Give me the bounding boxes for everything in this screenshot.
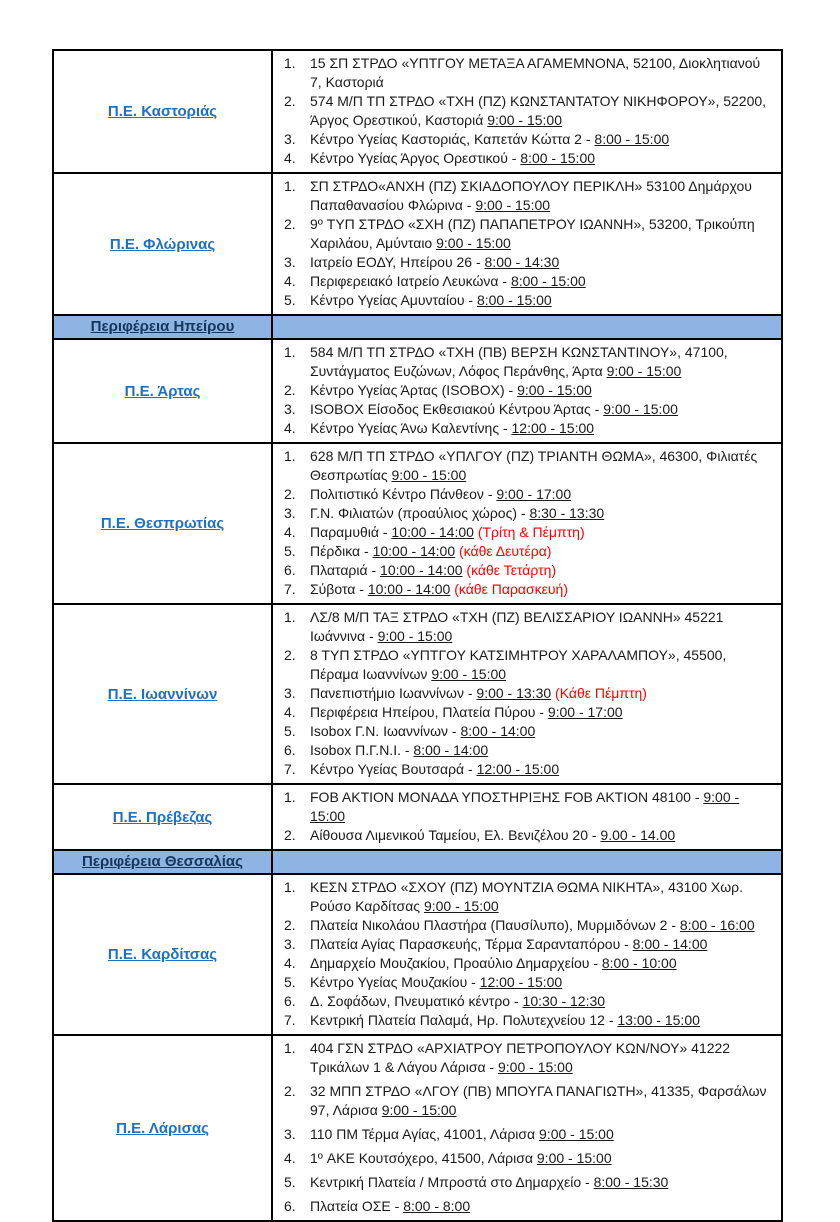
location-name-text: Κέντρο Υγείας Άργος Ορεστικού - xyxy=(310,150,521,166)
hours-text: 9:00 - 15:00 xyxy=(377,628,453,644)
location-item xyxy=(279,741,775,760)
hours-text: 8:00 - 16:00 xyxy=(679,917,755,933)
region-row xyxy=(54,1034,781,1220)
location-text xyxy=(310,54,775,92)
location-text xyxy=(310,381,775,400)
location-item xyxy=(279,1197,775,1216)
region-row xyxy=(54,783,781,849)
location-item xyxy=(279,149,775,168)
region-link[interactable]: Π.Ε. Ιωαννίνων xyxy=(107,685,218,703)
location-text xyxy=(310,878,775,916)
label-cell xyxy=(54,174,273,314)
hours-text: 8:00 - 14:00 xyxy=(413,742,489,758)
location-text xyxy=(310,149,775,168)
item-number: 2. xyxy=(284,827,296,843)
location-text xyxy=(310,973,775,992)
label-cell xyxy=(54,316,273,338)
hours-text: 9:00 - 15:00 xyxy=(498,1059,573,1075)
hours-text: 10:00 - 14:00 xyxy=(372,543,456,559)
location-name-text: Σύβοτα - xyxy=(310,581,368,597)
region-row xyxy=(54,873,781,1034)
location-text xyxy=(310,992,775,1011)
item-number: 4. xyxy=(284,273,296,289)
hours-text: 8:00 - 15:00 xyxy=(510,273,586,289)
hours-text: 9:00 - 15:00 xyxy=(606,363,682,379)
day-note-text: (κάθε Τετάρτη) xyxy=(462,562,557,578)
label-cell xyxy=(54,785,273,849)
location-text xyxy=(310,608,775,646)
location-text xyxy=(310,1082,775,1120)
item-number: 4. xyxy=(284,150,296,166)
locations-cell xyxy=(273,51,781,172)
hours-text: 9:00 - 17:00 xyxy=(496,486,572,502)
hours-text: 9:00 - 15:00 xyxy=(539,1126,614,1142)
location-item xyxy=(279,400,775,419)
location-item xyxy=(279,703,775,722)
location-text xyxy=(310,419,775,438)
locations-cell xyxy=(273,444,781,603)
item-number: 1. xyxy=(284,879,296,895)
location-item xyxy=(279,1039,775,1077)
location-item xyxy=(279,935,775,954)
item-number: 2. xyxy=(284,382,296,398)
region-link[interactable]: Π.Ε. Φλώρινας xyxy=(109,235,216,253)
item-number: 2. xyxy=(284,93,296,109)
item-number: 1. xyxy=(284,344,296,360)
location-text xyxy=(310,703,775,722)
label-cell xyxy=(54,51,273,172)
location-name-text: FOB AKTION ΜΟΝΑΔΑ ΥΠΟΣΤΗΡΙΞΗΣ FOB AKTION 48100 - xyxy=(310,789,704,805)
item-number: 6. xyxy=(284,562,296,578)
location-item xyxy=(279,130,775,149)
day-note-text: (Τρίτη & Πέμπτη) xyxy=(473,524,585,540)
region-link[interactable]: Π.Ε. Άρτας xyxy=(124,382,201,400)
location-name-text: 8 ΤΥΠ ΣΤΡΔΟ «ΥΠΤΓΟΥ ΚΑΤΣΙΜΗΤΡΟΥ ΧΑΡΑΛΑΜΠΟΥ», 45500, Πέραμα Ιωαννίνων xyxy=(310,647,727,682)
location-item xyxy=(279,826,775,845)
section-title: Περιφέρεια Ηπείρου xyxy=(90,318,235,335)
location-item xyxy=(279,992,775,1011)
location-item xyxy=(279,608,775,646)
item-number: 3. xyxy=(284,685,296,701)
region-row xyxy=(54,172,781,314)
item-number: 5. xyxy=(284,974,296,990)
location-name-text: Κέντρο Υγείας Άρτας (ISOBOX) - xyxy=(310,382,518,398)
location-item xyxy=(279,646,775,684)
item-number: 6. xyxy=(284,1198,296,1214)
hours-text: 9.00 - 14.00 xyxy=(600,827,676,843)
item-number: 6. xyxy=(284,993,296,1009)
schedule-table xyxy=(52,49,783,1222)
hours-text: 8:00 - 10:00 xyxy=(601,955,677,971)
hours-text: 9:00 - 15:00 xyxy=(603,401,678,417)
item-number: 3. xyxy=(284,936,296,952)
location-name-text: Ιατρείο ΕΟΔΥ, Ηπείρου 26 - xyxy=(310,254,485,270)
hours-text: 8:00 - 14:30 xyxy=(484,254,560,270)
location-text xyxy=(310,722,775,741)
location-item xyxy=(279,1173,775,1192)
location-name-text: 9º ΤΥΠ ΣΤΡΔΟ «ΣΧΗ (ΠΖ) ΠΑΠΑΠΕΤΡΟΥ ΙΩΑΝΝΗ», 53200, Τρικούπη Χαριλάου, Αμύνταιο xyxy=(310,216,755,251)
location-text xyxy=(310,1039,775,1077)
location-name-text: Πλαταριά - xyxy=(310,562,381,578)
location-item xyxy=(279,291,775,310)
location-name-text: Αίθουσα Λιμενικού Ταμείου, Ελ. Βενιζέλου 20 - xyxy=(310,827,601,843)
item-number: 6. xyxy=(284,742,296,758)
location-text xyxy=(310,215,775,253)
hours-text: 10:00 - 14:00 xyxy=(391,524,474,540)
location-item xyxy=(279,954,775,973)
day-note-text: (κάθε Παρασκευή) xyxy=(450,581,568,597)
location-name-text: 32 ΜΠΠ ΣΤΡΔΟ «ΛΓΟΥ (ΠΒ) ΜΠΟΥΓΑ ΠΑΝΑΓΙΩΤΗ», 41335, Φαρσάλων 97, Λάρισα xyxy=(310,1083,767,1118)
item-number: 7. xyxy=(284,581,296,597)
item-number: 4. xyxy=(284,704,296,720)
location-name-text: ΣΠ ΣΤΡΔΟ«ΑΝΧΗ (ΠΖ) ΣΚΙΑΔΟΠΟΥΛΟΥ ΠΕΡΙΚΛΗ» 53100 Δημάρχου Παπαθανασίου Φλώρινα - xyxy=(310,178,752,213)
hours-text: 12:00 - 15:00 xyxy=(479,974,563,990)
location-name-text: 628 Μ/Π ΤΠ ΣΤΡΔΟ «ΥΠΛΓΟΥ (ΠΖ) ΤΡΙΑΝΤΗ ΘΩΜΑ», 46300, Φιλιατές Θεσπρωτίας xyxy=(310,448,758,483)
location-name-text: Κέντρο Υγείας Βουτσαρά - xyxy=(310,761,477,777)
location-item xyxy=(279,504,775,523)
day-note-text: (Κάθε Πέμπτη) xyxy=(551,685,647,701)
location-text xyxy=(310,523,775,542)
location-item xyxy=(279,916,775,935)
region-row xyxy=(54,338,781,442)
location-text xyxy=(310,954,775,973)
hours-text: 8:00 - 15:00 xyxy=(476,292,552,308)
location-text xyxy=(310,684,775,703)
hours-text: 9:00 - 15:00 xyxy=(517,382,592,398)
label-cell xyxy=(54,1036,273,1220)
hours-text: 9:00 - 15:00 xyxy=(310,789,740,824)
hours-text: 9:00 - 15:00 xyxy=(423,898,499,914)
location-name-text: Κέντρο Υγείας Μουζακίου - xyxy=(310,974,480,990)
hours-text: 9:00 - 15:00 xyxy=(536,1150,612,1166)
location-text xyxy=(310,1149,775,1168)
location-item xyxy=(279,722,775,741)
label-cell xyxy=(54,444,273,603)
location-item xyxy=(279,1082,775,1120)
hours-text: 8:00 - 15:30 xyxy=(593,1174,669,1190)
location-text xyxy=(310,400,775,419)
location-text xyxy=(310,253,775,272)
location-name-text: Πλατεία ΟΣΕ - xyxy=(310,1198,404,1214)
location-item xyxy=(279,215,775,253)
location-text xyxy=(310,447,775,485)
location-item xyxy=(279,253,775,272)
location-item xyxy=(279,788,775,826)
locations-cell xyxy=(273,316,781,338)
location-name-text: Κεντρική Πλατεία / Μπροστά στο Δημαρχείο - xyxy=(310,1174,594,1190)
item-number: 3. xyxy=(284,131,296,147)
item-number: 7. xyxy=(284,761,296,777)
section-header-row xyxy=(54,314,781,338)
item-number: 2. xyxy=(284,917,296,933)
location-text xyxy=(310,1173,775,1192)
region-link[interactable]: Π.Ε. Καστοριάς xyxy=(107,103,218,120)
location-item xyxy=(279,973,775,992)
location-text xyxy=(310,916,775,935)
location-text xyxy=(310,343,775,381)
day-note-text: (κάθε Δευτέρα) xyxy=(455,543,552,559)
location-item xyxy=(279,878,775,916)
location-text xyxy=(310,935,775,954)
locations-cell xyxy=(273,605,781,783)
locations-cell xyxy=(273,785,781,849)
item-number: 4. xyxy=(284,1150,296,1166)
location-name-text: Δημαρχείο Μουζακίου, Προαύλιο Δημαρχείου - xyxy=(310,955,602,971)
location-text xyxy=(310,291,775,310)
hours-text: 9:00 - 13:30 xyxy=(476,685,552,701)
location-item xyxy=(279,580,775,599)
item-number: 4. xyxy=(284,420,296,436)
label-cell xyxy=(54,605,273,783)
locations-cell xyxy=(273,340,781,442)
location-item xyxy=(279,54,775,92)
location-name-text: 110 ΠΜ Τέρμα Αγίας, 41001, Λάρισα xyxy=(310,1126,540,1142)
region-link[interactable]: Π.Ε. Πρέβεζας xyxy=(112,808,213,826)
label-cell xyxy=(54,851,273,873)
location-text xyxy=(310,504,775,523)
location-text xyxy=(310,542,775,561)
location-text xyxy=(310,741,775,760)
location-item xyxy=(279,272,775,291)
hours-text: 13:00 - 15:00 xyxy=(617,1012,700,1028)
location-text xyxy=(310,826,775,845)
location-item xyxy=(279,523,775,542)
item-number: 3. xyxy=(284,505,296,521)
locations-cell xyxy=(273,174,781,314)
location-name-text: Πολιτιστικό Κέντρο Πάνθεον - xyxy=(310,486,497,502)
location-name-text: ISOBOX Είσοδος Εκθεσιακού Κέντρου Άρτας - xyxy=(310,401,604,417)
location-name-text: Πέρδικα - xyxy=(310,543,373,559)
hours-text: 12:00 - 15:00 xyxy=(476,761,560,777)
region-link[interactable]: Π.Ε. Θεσπρωτίας xyxy=(100,515,225,532)
item-number: 1. xyxy=(284,448,296,464)
location-name-text: Isobox Π.Γ.Ν.Ι. - xyxy=(310,742,414,758)
location-name-text: ΚΕΣΝ ΣΤΡΔΟ «ΣΧΟΥ (ΠΖ) ΜΟΥΝΤΖΙΑ ΘΩΜΑ ΝΙΚΗΤΑ», 43100 Χωρ. Ρούσο Καρδίτσας xyxy=(310,879,744,914)
location-name-text: 404 ΓΣΝ ΣΤΡΔΟ «ΑΡΧΙΑΤΡΟΥ ΠΕΤΡΟΠΟΥΛΟΥ ΚΩΝ/ΝΟΥ» 41222 Τρικάλων 1 & Λάγου Λάρισα - xyxy=(310,1040,731,1075)
item-number: 3. xyxy=(284,401,296,417)
hours-text: 10:00 - 14:00 xyxy=(380,562,463,578)
location-text xyxy=(310,760,775,779)
location-name-text: Κεντρική Πλατεία Παλαμά, Ηρ. Πολυτεχνείου 12 - xyxy=(310,1012,618,1028)
item-number: 4. xyxy=(284,955,296,971)
location-text xyxy=(310,177,775,215)
item-number: 7. xyxy=(284,1012,296,1028)
location-name-text: 574 Μ/Π ΤΠ ΣΤΡΔΟ «ΤΧΗ (ΠΖ) ΚΩΝΣΤΑΝΤΑΤΟΥ ΝΙΚΗΦΟΡΟΥ», 52200, Άργος Ορεστικού, Καστοριά xyxy=(310,93,767,128)
item-number: 2. xyxy=(284,1083,296,1099)
item-number: 3. xyxy=(284,254,296,270)
item-number: 5. xyxy=(284,292,296,308)
location-name-text: ΛΣ/8 Μ/Π ΤΑΞ ΣΤΡΔΟ «ΤΧΗ (ΠΖ) ΒΕΛΙΣΣΑΡΙΟΥ ΙΩΑΝΝΗ» 45221 Ιωάννινα - xyxy=(310,609,724,644)
item-number: 1. xyxy=(284,1040,296,1056)
location-name-text: 584 Μ/Π ΤΠ ΣΤΡΔΟ «ΤΧΗ (ΠΒ) ΒΕΡΣΗ ΚΩΝΣΤΑΝΤΙΝΟΥ», 47100, Συντάγματος Ευζώνων, Λόφος Περάνθης, Άρτα xyxy=(310,344,728,379)
item-number: 1. xyxy=(284,55,296,71)
location-text xyxy=(310,485,775,504)
location-name-text: Κέντρο Υγείας Άνω Καλεντίνης - xyxy=(310,420,512,436)
location-text xyxy=(310,272,775,291)
location-item xyxy=(279,485,775,504)
region-row xyxy=(54,603,781,783)
location-item xyxy=(279,447,775,485)
location-text xyxy=(310,92,775,130)
hours-text: 9:00 - 15:00 xyxy=(475,197,551,213)
hours-text: 8:00 - 15:00 xyxy=(594,131,670,147)
hours-text: 9:00 - 15:00 xyxy=(391,467,467,483)
location-name-text: 15 ΣΠ ΣΤΡΔΟ «ΥΠΤΓΟΥ ΜΕΤΑΞΑ ΑΓΑΜΕΜΝΟΝΑ, 52100, Διοκλητιανού 7, Καστοριά xyxy=(310,55,761,90)
locations-cell xyxy=(273,1036,781,1220)
region-link[interactable]: Π.Ε. Καρδίτσας xyxy=(107,946,218,963)
location-name-text: Πλατεία Αγίας Παρασκευής, Τέρμα Σαρανταπόρου - xyxy=(310,936,633,952)
location-name-text: Παραμυθιά - xyxy=(310,524,392,540)
location-item xyxy=(279,343,775,381)
location-name-text: Περιφερειακό Ιατρείο Λευκώνα - xyxy=(310,273,511,289)
location-item xyxy=(279,684,775,703)
label-cell xyxy=(54,340,273,442)
location-text xyxy=(310,1125,775,1144)
hours-text: 8:00 - 14:00 xyxy=(460,723,536,739)
location-item xyxy=(279,1149,775,1168)
region-row xyxy=(54,51,781,172)
location-item xyxy=(279,177,775,215)
location-item xyxy=(279,561,775,580)
location-name-text: Πανεπιστήμιο Ιωαννίνων - xyxy=(310,685,477,701)
item-number: 5. xyxy=(284,723,296,739)
location-name-text: 1º ΑΚΕ Κουτσόχερο, 41500, Λάρισα xyxy=(310,1150,537,1166)
location-text xyxy=(310,646,775,684)
location-text xyxy=(310,1197,775,1216)
item-number: 2. xyxy=(284,216,296,232)
section-title: Περιφέρεια Θεσσαλίας xyxy=(82,853,243,870)
hours-text: 9:00 - 17:00 xyxy=(547,704,623,720)
location-item xyxy=(279,1125,775,1144)
hours-text: 9:00 - 15:00 xyxy=(381,1102,457,1118)
hours-text: 9:00 - 15:00 xyxy=(436,235,511,251)
hours-text: 12:00 - 15:00 xyxy=(511,420,595,436)
location-name-text: Δ. Σοφάδων, Πνευματικό κέντρο - xyxy=(310,993,523,1009)
locations-cell xyxy=(273,875,781,1034)
item-number: 4. xyxy=(284,524,296,540)
hours-text: 9:00 - 15:00 xyxy=(487,112,562,128)
location-item xyxy=(279,542,775,561)
hours-text: 9:00 - 15:00 xyxy=(431,666,507,682)
locations-cell xyxy=(273,851,781,873)
hours-text: 10:00 - 14:00 xyxy=(367,581,451,597)
item-number: 3. xyxy=(284,1126,296,1142)
location-item xyxy=(279,92,775,130)
item-number: 1. xyxy=(284,789,296,805)
item-number: 2. xyxy=(284,647,296,663)
location-name-text: Πλατεία Νικολάου Πλαστήρα (Παυσίλυπο), Μυρμιδόνων 2 - xyxy=(310,917,680,933)
region-link[interactable]: Π.Ε. Λάρισας xyxy=(116,1119,209,1137)
location-text xyxy=(310,1011,775,1030)
location-text xyxy=(310,561,775,580)
item-number: 1. xyxy=(284,178,296,194)
location-text xyxy=(310,788,775,826)
location-name-text: Γ.Ν. Φιλιατών (προαύλιος χώρος) - xyxy=(310,505,530,521)
label-cell xyxy=(54,875,273,1034)
location-item xyxy=(279,1011,775,1030)
item-number: 5. xyxy=(284,543,296,559)
hours-text: 8:00 - 8:00 xyxy=(403,1198,471,1214)
location-item xyxy=(279,381,775,400)
hours-text: 8:00 - 14:00 xyxy=(632,936,708,952)
location-name-text: Κέντρο Υγείας Καστοριάς, Καπετάν Κώττα 2 - xyxy=(310,131,595,147)
location-item xyxy=(279,419,775,438)
location-item xyxy=(279,760,775,779)
location-text xyxy=(310,580,775,599)
item-number: 5. xyxy=(284,1174,296,1190)
section-header-row xyxy=(54,849,781,873)
location-name-text: Περιφέρεια Ηπείρου, Πλατεία Πύρου - xyxy=(310,704,548,720)
region-row xyxy=(54,442,781,603)
location-name-text: Κέντρο Υγείας Αμυνταίου - xyxy=(310,292,477,308)
location-text xyxy=(310,130,775,149)
item-number: 1. xyxy=(284,609,296,625)
hours-text: 10:30 - 12:30 xyxy=(522,993,606,1009)
hours-text: 8:30 - 13:30 xyxy=(529,505,605,521)
hours-text: 8:00 - 15:00 xyxy=(520,150,596,166)
location-name-text: Isobox Γ.Ν. Ιωαννίνων - xyxy=(310,723,461,739)
item-number: 2. xyxy=(284,486,296,502)
